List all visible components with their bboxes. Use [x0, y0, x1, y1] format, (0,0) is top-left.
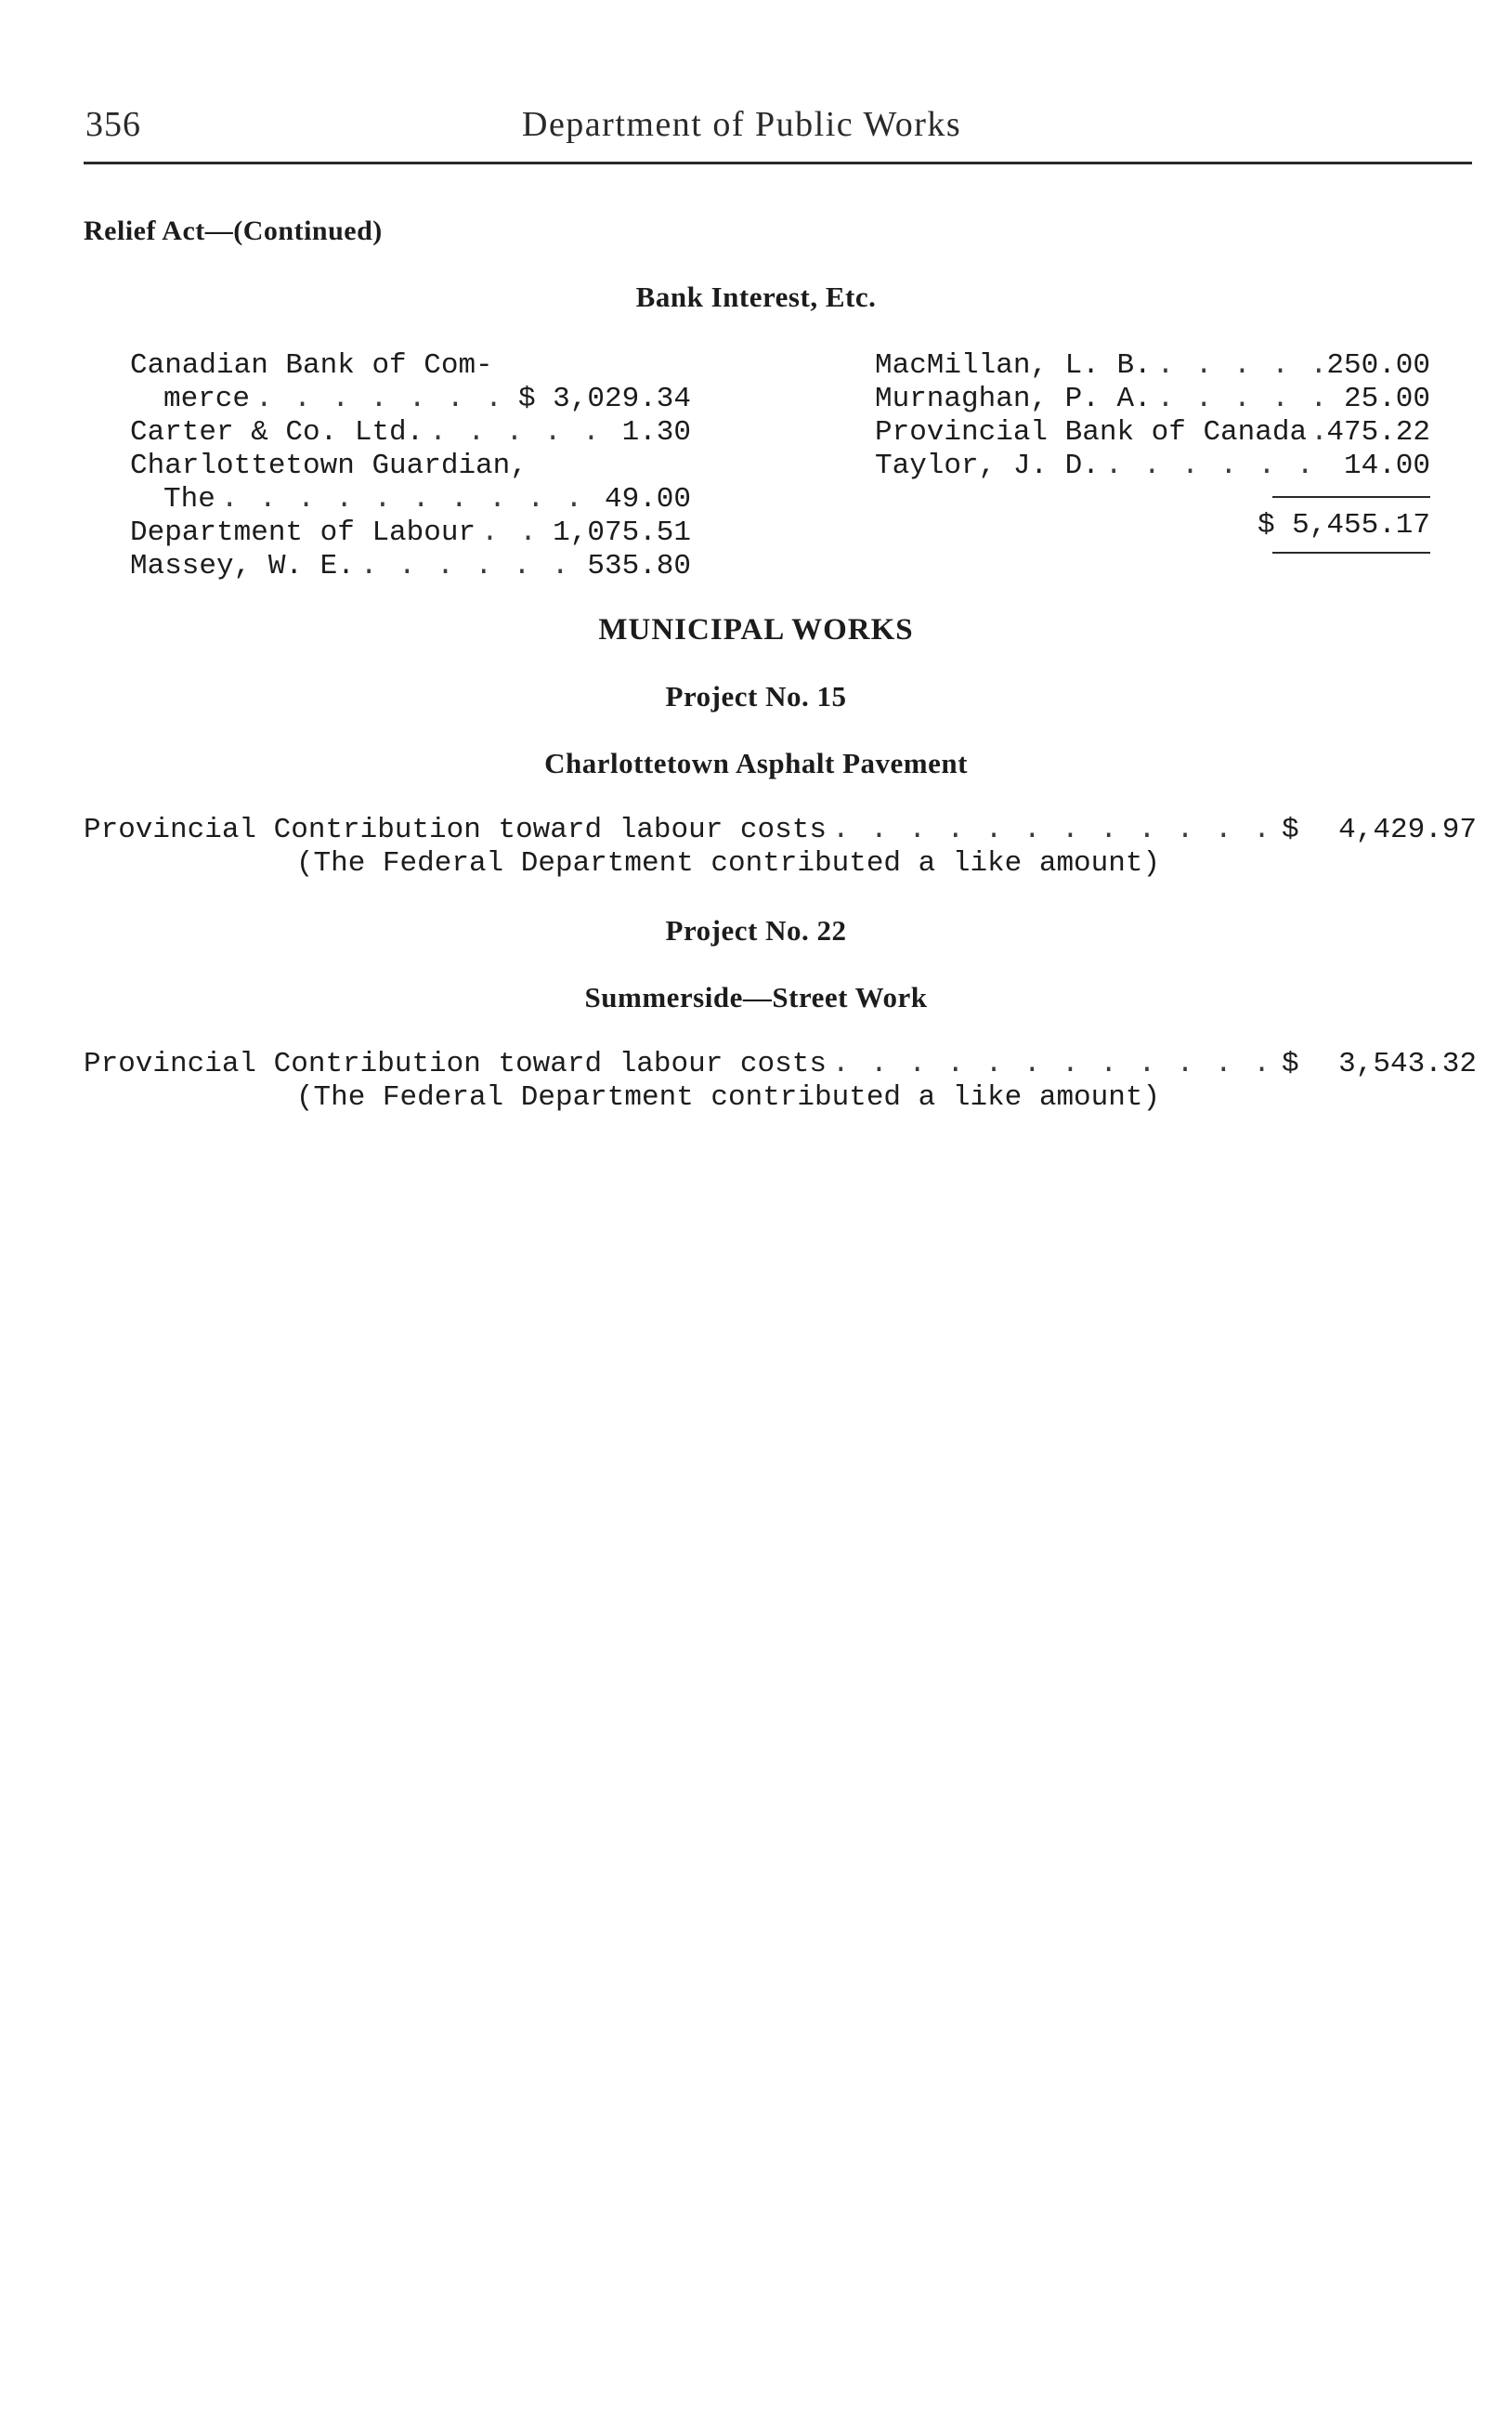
- section-continued-title: Relief Act—(Continued): [84, 216, 383, 246]
- contribution-line: [84, 814, 1477, 847]
- leader-dots: [221, 483, 599, 516]
- item-name: Murnaghan, P. A.: [875, 383, 1152, 415]
- list-item: [875, 349, 1430, 383]
- list-item: [130, 550, 691, 583]
- contribution-note: (The Federal Department contributed a like amount): [295, 1081, 1161, 1114]
- leader-dots: [429, 416, 616, 450]
- list-item: [875, 450, 1430, 483]
- leader-dots: [255, 383, 513, 416]
- contribution-amount-block: [1282, 814, 1477, 847]
- project-label: Project No. 15: [665, 680, 847, 713]
- item-name: Massey, W. E.: [130, 550, 355, 582]
- item-name-line2: The: [163, 483, 215, 516]
- contribution-line: [84, 1048, 1477, 1081]
- item-name: Provincial Bank of Canada: [875, 416, 1308, 449]
- leader-dots: [481, 516, 547, 550]
- list-item: [130, 516, 691, 550]
- leader-dots: [360, 550, 582, 583]
- item-amount: $ 3,029.34: [517, 383, 691, 415]
- contribution-note: (The Federal Department contributed a like amount): [295, 847, 1161, 880]
- sum-rule-top: [1272, 496, 1430, 498]
- municipal-works-heading: MUNICIPAL WORKS: [598, 613, 914, 647]
- running-title: Department of Public Works: [522, 105, 962, 144]
- bank-interest-left-column: [130, 349, 691, 583]
- bank-interest-total: $ 5,455.17: [1257, 509, 1430, 542]
- contribution-amount: 4,429.97: [1338, 814, 1477, 846]
- item-amount: 49.00: [604, 483, 691, 516]
- list-item-line: [130, 349, 691, 383]
- list-item: [130, 483, 691, 516]
- leader-dots: [1157, 349, 1322, 383]
- contribution-amount: 3,543.32: [1338, 1048, 1477, 1080]
- item-name-line2: merce: [163, 383, 251, 415]
- item-name: MacMillan, L. B.: [875, 349, 1152, 382]
- bank-interest-right-column: [875, 349, 1430, 554]
- item-amount: 14.00: [1343, 450, 1430, 482]
- item-name: Department of Labour: [130, 516, 476, 549]
- list-item: [875, 383, 1430, 416]
- sum-rule-row: [875, 496, 1430, 498]
- list-item: [875, 416, 1430, 450]
- item-amount: 1,075.51: [553, 516, 691, 549]
- sum-rule-bottom: [1272, 552, 1430, 554]
- item-name-line1: Canadian Bank of Com-: [130, 349, 493, 382]
- list-item: [130, 416, 691, 450]
- leader-dots: [1310, 416, 1323, 450]
- header-rule: [84, 162, 1472, 164]
- leader-dots: [832, 814, 1267, 847]
- contribution-text: Provincial Contribution toward labour costs: [84, 1048, 827, 1080]
- project-title: Charlottetown Asphalt Pavement: [544, 747, 968, 779]
- bank-interest-heading: Bank Interest, Etc.: [635, 281, 877, 313]
- leader-dots: [1105, 450, 1338, 483]
- leader-dots: [832, 1048, 1267, 1081]
- item-name-line1: Charlottetown Guardian,: [130, 450, 528, 482]
- currency-sign: $: [1282, 814, 1299, 846]
- item-amount: 535.80: [587, 550, 691, 582]
- contribution-text: Provincial Contribution toward labour costs: [84, 814, 827, 846]
- leader-dots: [1157, 383, 1338, 416]
- list-item: [130, 383, 691, 416]
- contribution-amount-block: [1282, 1048, 1477, 1081]
- list-item-line: [130, 450, 691, 483]
- currency-sign: $: [1282, 1048, 1299, 1080]
- item-name: Taylor, J. D.: [875, 450, 1100, 482]
- item-amount: 1.30: [621, 416, 691, 449]
- item-amount: 25.00: [1343, 383, 1430, 415]
- page-number: 356: [85, 105, 141, 144]
- project-label: Project No. 22: [665, 914, 847, 947]
- item-amount: 475.22: [1326, 416, 1430, 449]
- sum-rule-row: [875, 552, 1430, 554]
- item-amount: 250.00: [1326, 349, 1430, 382]
- project-title: Summerside—Street Work: [584, 981, 928, 1013]
- item-name: Carter & Co. Ltd.: [130, 416, 424, 449]
